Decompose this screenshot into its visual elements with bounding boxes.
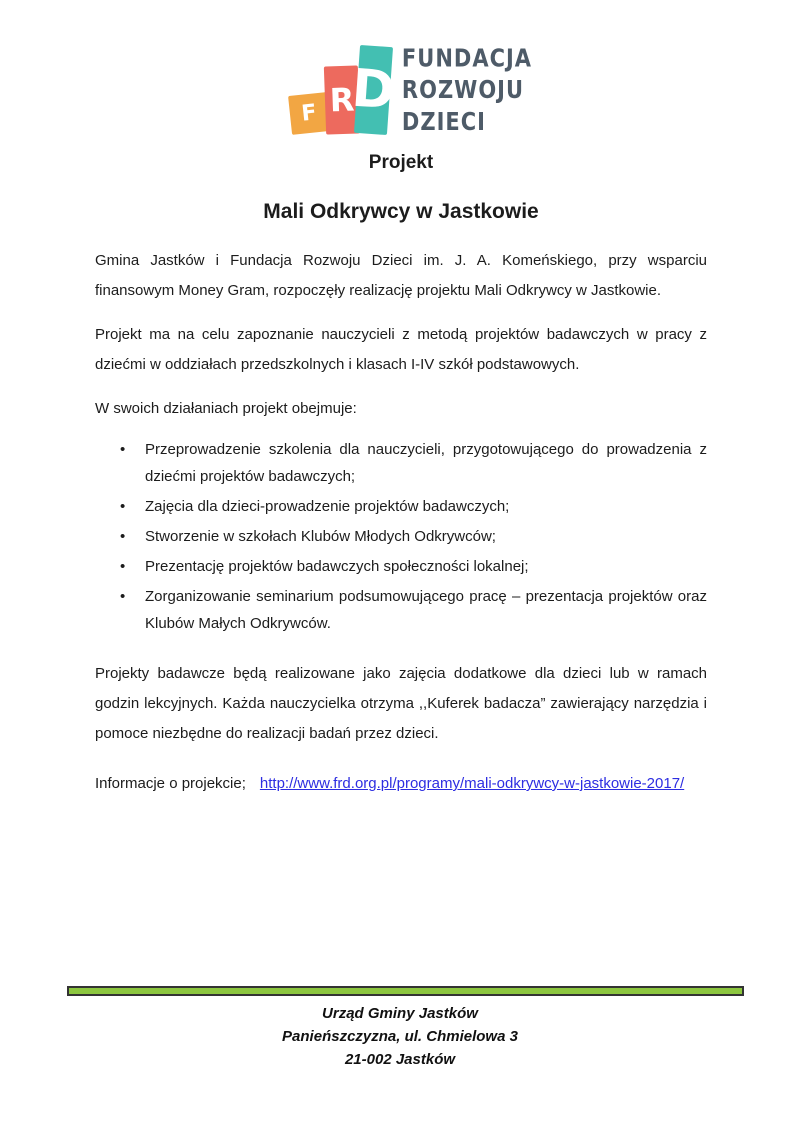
logo-wordmark-line1: FUNDACJA <box>401 43 533 72</box>
logo-letter-f: F <box>300 100 318 127</box>
list-intro-paragraph: W swoich działaniach projekt obejmuje: <box>95 400 357 417</box>
project-info-line <box>95 769 707 799</box>
project-info-link[interactable]: http://www.frd.org.pl/programy/mali-odkrywcy-w-jastkowie-2017/ <box>259 775 685 792</box>
footer-address-line2: Panieńszczyzna, ul. Chmielowa 3 <box>282 1028 518 1045</box>
logo-wordmark-line3: DZIECI <box>401 107 486 136</box>
frd-logo-blocks <box>290 46 398 134</box>
logo-wordmark <box>402 42 532 138</box>
list-item: • Zorganizowanie seminarium podsumowującego pracę – prezentacja projektów oraz Klubów Małych Odkrywców. <box>145 583 707 637</box>
list-item: • Zajęcia dla dzieci-prowadzenie projektów badawczych; <box>145 493 707 520</box>
project-kicker: Projekt <box>368 152 434 173</box>
page-title: Mali Odkrywcy w Jastkowie <box>263 200 539 223</box>
list-item: • Stworzenie w szkołach Klubów Młodych Odkrywców; <box>145 523 707 550</box>
logo-wordmark-line2: ROZWOJU <box>401 75 525 104</box>
project-info-label: Informacje o projekcie; <box>95 775 246 792</box>
activities-list <box>95 436 707 637</box>
logo-block-f <box>288 92 330 135</box>
intro-paragraph: Gmina Jastków i Fundacja Rozwoju Dzieci im. J. A. Komeńskiego, przy wsparciu finansowym Money Gram, rozpoczęły realizację projektu Mali Odkrywcy w Jastkowie. <box>95 252 707 299</box>
list-item: • Prezentację projektów badawczych społeczności lokalnej; <box>145 553 707 580</box>
logo-block-d <box>349 45 398 135</box>
footer-divider-bar <box>67 986 744 996</box>
footer-address-line3: 21-002 Jastków <box>344 1051 456 1068</box>
list-item: • Przeprowadzenie szkolenia dla nauczycieli, przygotowującego do prowadzenia z dziećmi projektów badawczych; <box>145 436 707 490</box>
frd-logo <box>105 42 717 138</box>
document-content <box>95 0 707 799</box>
logo-letter-d: D <box>349 58 398 122</box>
logo-letter-r: R <box>328 80 355 120</box>
footer-address-line1: Urząd Gminy Jastków <box>322 1005 478 1022</box>
goal-paragraph: Projekt ma na celu zapoznanie nauczycieli z metodą projektów badawczych w pracy z dziećmi w oddziałach przedszkolnych i klasach I-IV szkół podstawowych. <box>95 326 707 373</box>
implementation-paragraph: Projekty badawcze będą realizowane jako zajęcia dodatkowe dla dzieci lub w ramach godzin lekcyjnych. Każda nauczycielka otrzyma ,,Kuferek badacza” zawierający narzędzia i pomoce niezbędne do realizacji badań przez dzieci. <box>95 665 707 742</box>
footer-address <box>0 1002 800 1071</box>
